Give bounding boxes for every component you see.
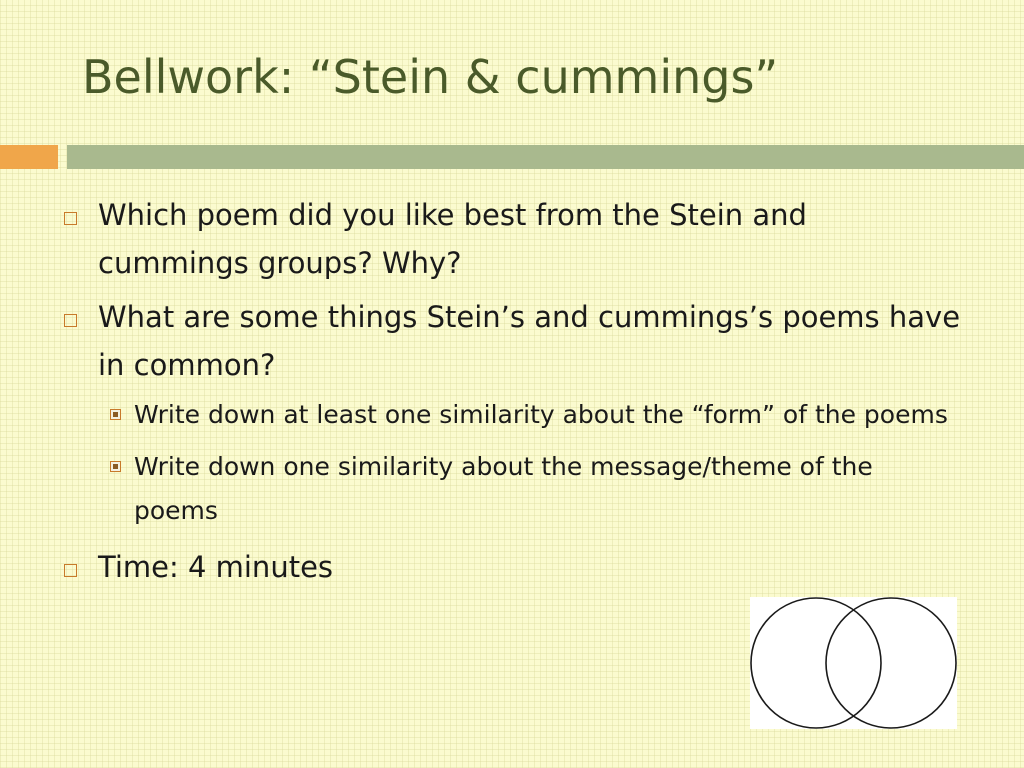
square-bullet-icon [64,212,77,225]
accent-bar-orange [0,145,58,169]
venn-left-circle [751,598,881,728]
sub-bullet-text: Write down at least one similarity about the “form” of the poems [134,400,948,429]
bullet-item [64,543,964,591]
bullet-text: Which poem did you like best from the Stein and cummings groups? Why? [98,198,807,280]
bullet-item [64,191,964,287]
bullet-text: What are some things Stein’s and cummings’s poems have in common? [98,300,961,382]
venn-diagram-icon [750,597,957,729]
venn-right-circle [826,598,956,728]
bullet-item [64,293,964,533]
bullet-text: Time: 4 minutes [98,550,334,584]
square-bullet-icon [64,314,77,327]
square-bullet-icon [64,564,77,577]
sub-bullet-item [104,445,954,533]
sub-bullet-text: Write down one similarity about the message/theme of the poems [134,452,873,525]
bullet-list [64,191,964,597]
filled-square-bullet-icon [110,409,121,420]
sub-bullet-list [98,393,964,533]
sub-bullet-item [104,393,954,437]
filled-square-bullet-icon [110,461,121,472]
slide-title: Bellwork: “Stein & cummings” [82,50,779,104]
accent-bar-green [67,145,1024,169]
venn-diagram-image [750,597,957,729]
